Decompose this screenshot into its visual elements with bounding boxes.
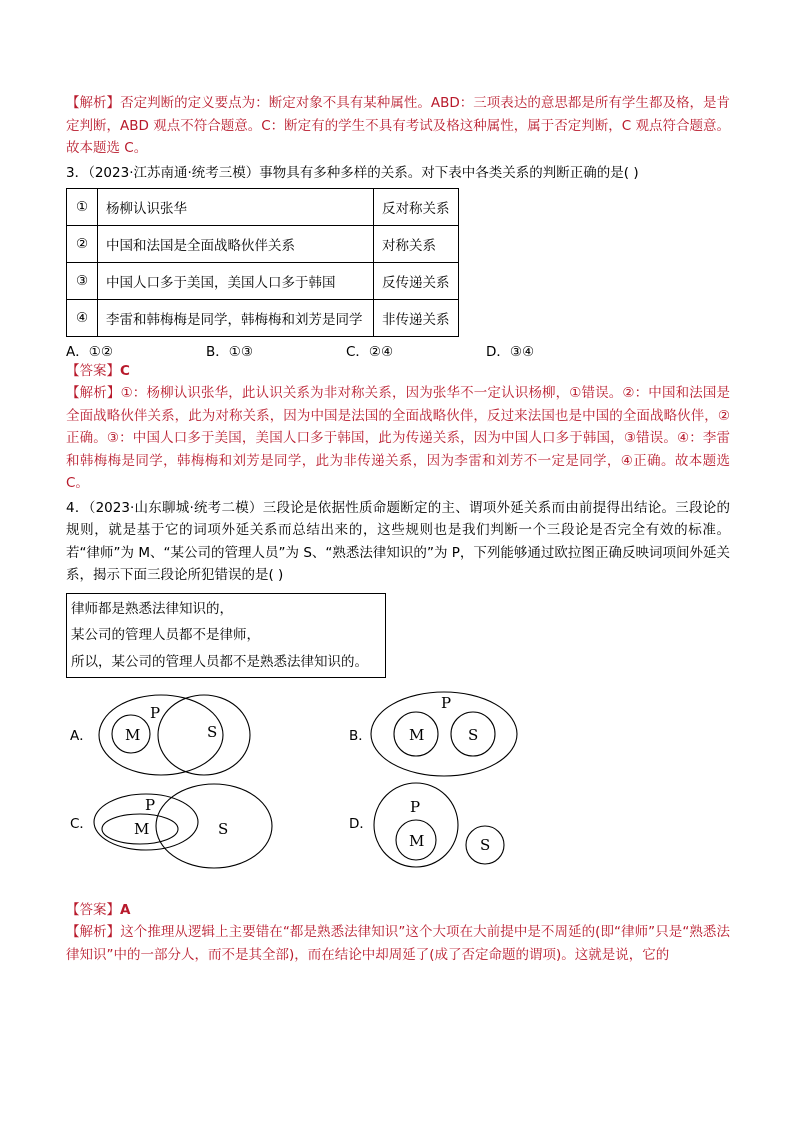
label-p: P: [145, 796, 156, 814]
row-relation: 非传递关系: [374, 300, 459, 337]
label-s: S: [218, 820, 229, 838]
page-content: [66, 92, 730, 966]
intro-analysis-label: 【解析】: [66, 95, 121, 111]
row-number: ①: [67, 189, 98, 226]
label-p: P: [150, 704, 161, 722]
label-m: M: [409, 832, 425, 850]
diagram-c: [70, 784, 272, 868]
option-c: C．②④: [346, 344, 394, 360]
question-4-stem: 4．（2023·山东聊城·统考二模）三段论是依据性质命题断定的主、谓项外延关系而由前提得出结论。三段论的规则，就是基于它的词项外延关系而总结出来的，这些规则也是我们判断一个三段论是否完全有效的标准。若“律师”为 M、“某公司的管理人员”为 S、“熟悉法律知识的”为 P，下列能够通过欧拉图正确反映词项间外延关系，揭示下面三段论所犯错误的是( ): [66, 499, 730, 583]
label-s: S: [207, 723, 218, 741]
row-statement: 杨柳认识张华: [98, 189, 374, 226]
row-number: ③: [67, 263, 98, 300]
intro-analysis-text: 否定判断的定义要点为：断定对象不具有某种属性。ABD：三项表达的意思都是所有学生都及格，是肯定判断，ABD 观点不符合题意。C：断定有的学生不具有考试及格这种属性，属于否定判断，C 观点符合题意。故本题选 C。: [66, 95, 731, 156]
euler-diagrams: [66, 694, 730, 887]
row-statement: 中国人口多于美国，美国人口多于韩国: [98, 263, 374, 300]
analysis-text: ①：杨柳认识张华，此认识关系为非对称关系，因为张华不一定认识杨柳，①错误。②：中国和法国是全面战略伙伴关系，此为对称关系，因为中国是法国的全面战略伙伴，反过来法国也是中国的全面战略伙伴，②正确。③：中国人口多于美国，美国人口多于韩国，此为传递关系，因为中国人口多于韩国，③错误。④：李雷和韩梅梅是同学，韩梅梅和刘芳是同学，此为非传递关系，因为李雷和刘芳不一定是同学，④正确。故本题选 C。: [66, 385, 730, 491]
syllogism-minor-premise: 某公司的管理人员都不是律师，: [71, 627, 260, 643]
circle-p: [374, 783, 458, 867]
label-p: P: [410, 798, 421, 816]
syllogism-conclusion: 所以，某公司的管理人员都不是熟悉法律知识的。: [71, 653, 368, 670]
label-s: S: [468, 726, 479, 744]
table-row: [67, 263, 459, 300]
intro-analysis: [66, 92, 730, 160]
diagram-b-label: B．: [349, 728, 372, 744]
answer-value: C: [120, 363, 130, 379]
diagram-a: [70, 695, 250, 775]
label-s: S: [480, 836, 491, 854]
table-row: [67, 300, 459, 337]
row-statement: 中国和法国是全面战略伙伴关系: [98, 226, 374, 263]
row-relation: 对称关系: [374, 226, 459, 263]
question-4-answer: [66, 899, 730, 921]
option-d: D．③④: [486, 344, 535, 360]
diagram-d-label: D．: [349, 816, 373, 832]
syllogism-box: [66, 593, 386, 679]
label-m: M: [134, 820, 150, 838]
option-b: B．①③: [206, 344, 253, 360]
analysis-label: 【解析】: [66, 385, 121, 401]
diagram-b: [349, 692, 517, 776]
answer-value: A: [120, 902, 131, 918]
circle-s: [156, 784, 272, 868]
table-row: [67, 226, 459, 263]
syllogism-major-premise: 律师都是熟悉法律知识的，: [71, 600, 233, 617]
diagram-a-label: A．: [70, 728, 93, 744]
analysis-text: 这个推理从逻辑上主要错在“都是熟悉法律知识”这个大项在大前提中是不周延的(即“律师”只是“熟悉法律知识”中的一部分人，而不是其全部)，而在结论中却周延了(成了否定命题的谓项)。这就是说，它的: [66, 924, 730, 963]
row-statement: 李雷和韩梅梅是同学，韩梅梅和刘芳是同学: [98, 300, 374, 337]
row-relation: 反对称关系: [374, 189, 459, 226]
relation-table: [66, 188, 459, 337]
circle-s: [158, 695, 250, 775]
diagram-c-label: C．: [70, 816, 93, 832]
question-4-analysis: [66, 921, 730, 966]
row-number: ②: [67, 226, 98, 263]
diagram-d: [349, 783, 504, 867]
row-relation: 反传递关系: [374, 263, 459, 300]
answer-label: 【答案】: [66, 902, 120, 918]
analysis-label: 【解析】: [66, 924, 121, 940]
row-number: ④: [67, 300, 98, 337]
answer-label: 【答案】: [66, 363, 120, 379]
option-a: A．①②: [66, 344, 113, 360]
label-m: M: [409, 726, 425, 744]
question-3-answer: [66, 360, 730, 382]
label-p: P: [441, 694, 452, 712]
table-row: [67, 189, 459, 226]
question-3-analysis: [66, 382, 730, 495]
question-3-options: [66, 338, 730, 360]
question-3-stem: 3．（2023·江苏南通·统考三模）事物具有多种多样的关系。对下表中各类关系的判断正确的是( ): [66, 164, 639, 181]
euler-diagrams-svg: [66, 694, 730, 887]
circle-p: [99, 695, 223, 775]
label-m: M: [125, 726, 141, 744]
